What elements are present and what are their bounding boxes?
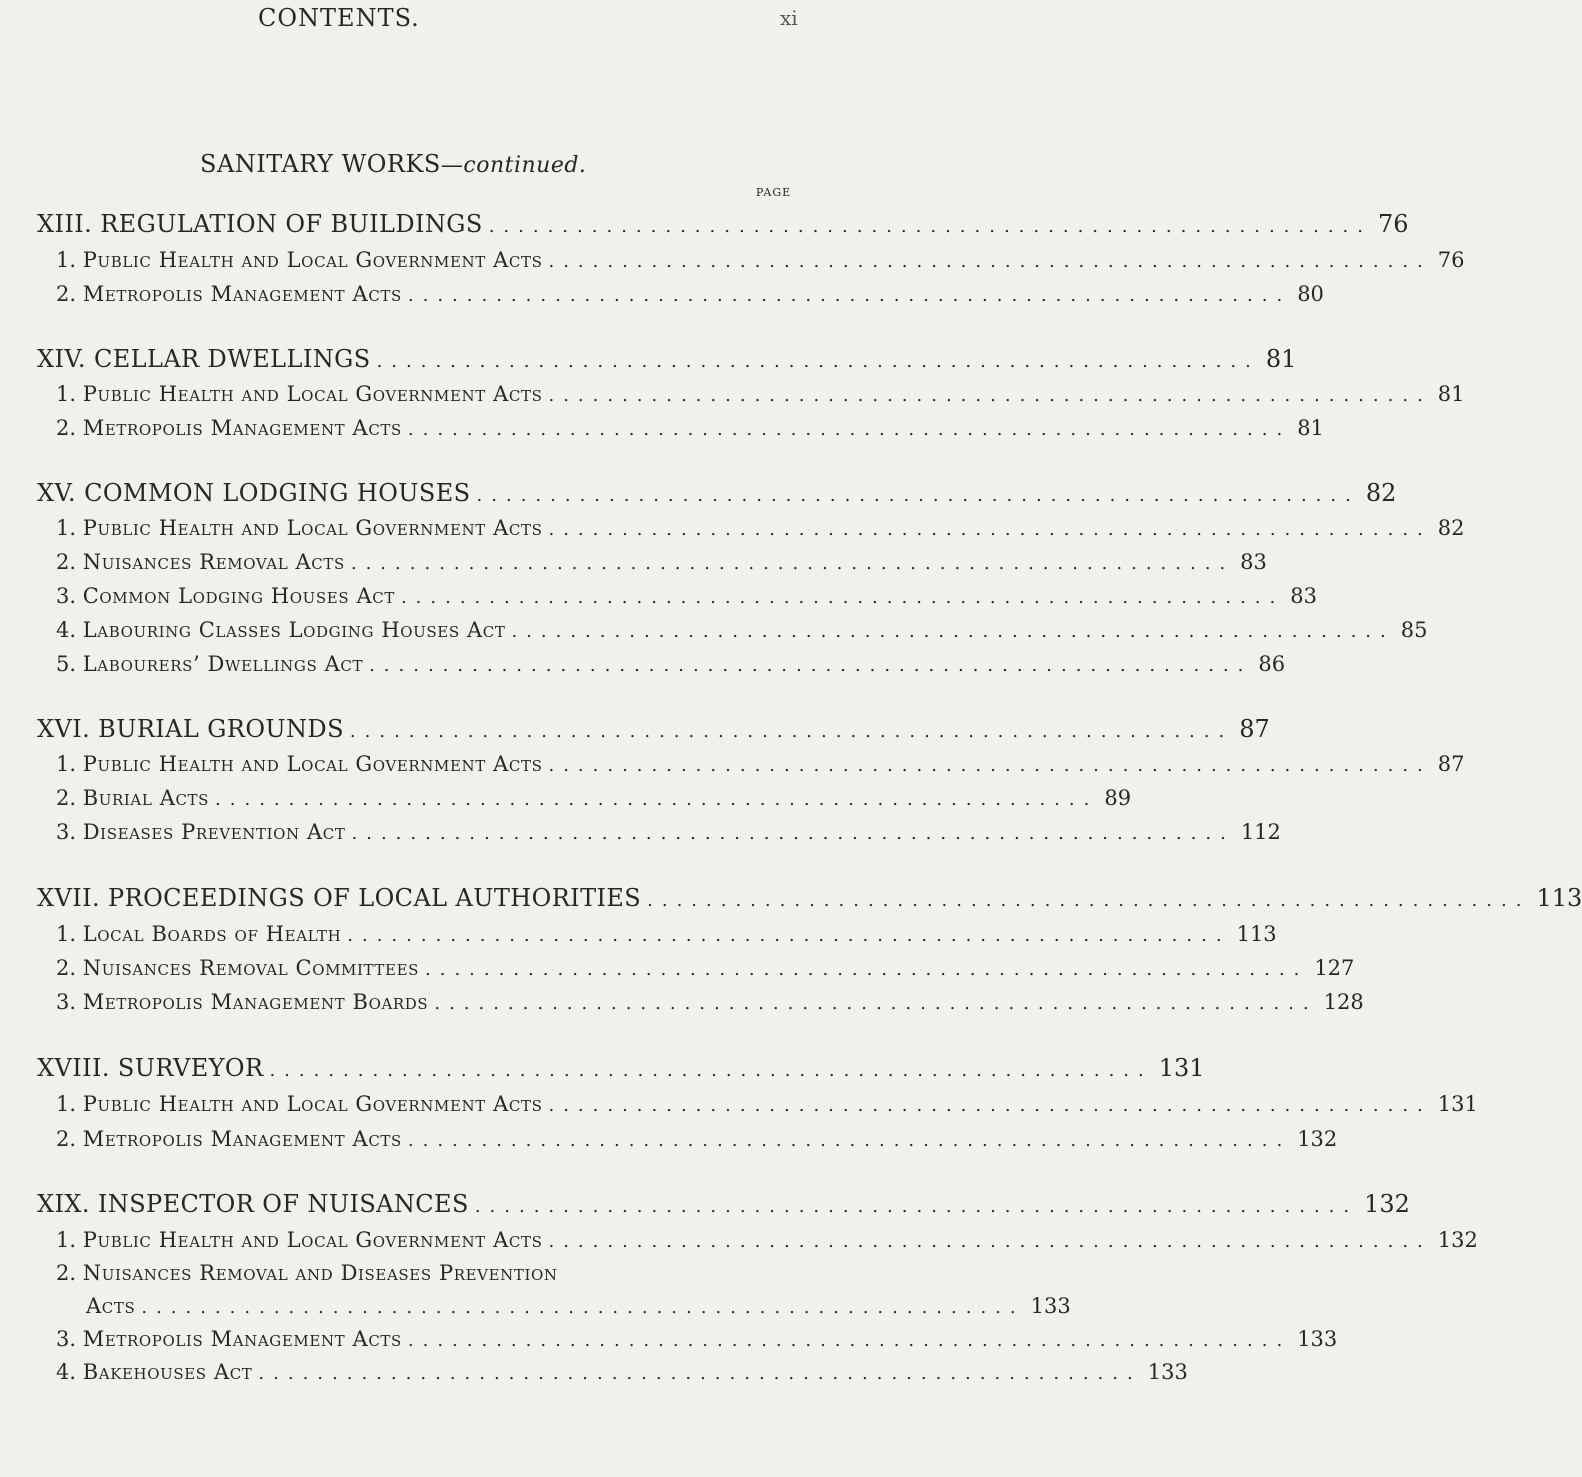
entry-title: Nuisances Removal Acts [82, 550, 345, 574]
entry-page: 81 [1437, 382, 1465, 406]
entry-number: 4. [56, 618, 77, 642]
dot-leader: ............................................................ [141, 1297, 1025, 1318]
chapter-title: CELLAR DWELLINGS [93, 345, 371, 373]
chapter-heading [0, 1190, 1410, 1224]
dot-leader: ............................................................ [548, 519, 1432, 540]
chapter-numeral: XVI. [37, 715, 91, 743]
entry-page: 83 [1240, 550, 1267, 574]
toc-entry [0, 752, 1465, 786]
chapter-page: 76 [1378, 210, 1409, 238]
toc-entry [0, 820, 1281, 854]
dot-leader: ............................................................ [407, 419, 1292, 440]
entry-title: Public Health and Local Government Acts [82, 382, 543, 406]
entry-page: 127 [1314, 956, 1355, 980]
dot-leader: ............................................................ [474, 1196, 1359, 1217]
dot-leader: ............................................................ [400, 587, 1285, 608]
toc-entry [0, 248, 1465, 282]
entry-page: 86 [1258, 652, 1286, 676]
chapter-heading [0, 884, 1582, 918]
entry-title: Labourers’ Dwellings Act [82, 652, 364, 676]
toc-entry [0, 382, 1465, 416]
entry-title: Nuisances Removal and Diseases Prevention [82, 1261, 558, 1285]
toc-entry [0, 584, 1317, 618]
chapter-page: 132 [1364, 1190, 1410, 1218]
dot-leader: ............................................................ [476, 485, 1360, 506]
entry-page: 81 [1297, 416, 1324, 440]
chapter-numeral: XIII. [37, 210, 93, 238]
dot-leader: ............................................................ [347, 925, 1231, 946]
chapter-title: COMMON LODGING HOUSES [84, 479, 471, 507]
dot-leader: ............................................................ [407, 1130, 1292, 1151]
entry-title: Nuisances Removal Committees [82, 956, 419, 980]
dot-leader: ............................................................ [269, 1060, 1153, 1081]
entry-number: 2. [56, 282, 77, 306]
chapter-page: 87 [1239, 715, 1270, 743]
entry-number: 2. [56, 550, 77, 574]
entry-number: 1. [56, 1228, 77, 1252]
entry-number: 3. [56, 584, 77, 608]
entry-page: 133 [1147, 1360, 1188, 1384]
entry-title: Labouring Classes Lodging Houses Act [82, 618, 506, 642]
entry-page: 112 [1240, 820, 1281, 844]
toc-entry [0, 1327, 1338, 1361]
entry-title: Bakehouses Act [82, 1360, 253, 1384]
entry-number: 1. [56, 752, 77, 776]
entry-title: Diseases Prevention Act [82, 820, 346, 844]
dot-leader: ............................................................ [407, 1330, 1292, 1351]
chapter-title: INSPECTOR OF NUISANCES [97, 1190, 469, 1218]
section-title-main: SANITARY WORKS [200, 150, 441, 178]
page-number: xi [780, 6, 798, 30]
entry-title: Public Health and Local Government Acts [82, 1228, 543, 1252]
toc-entry [0, 1092, 1478, 1126]
toc-entry [0, 1261, 801, 1295]
entry-title: Public Health and Local Government Acts [82, 752, 543, 776]
toc-entry [0, 550, 1267, 584]
entry-page: 132 [1297, 1127, 1338, 1151]
entry-title-continuation: Acts [86, 1294, 136, 1318]
chapter-numeral: XVII. [37, 884, 101, 912]
dot-leader: ............................................................ [376, 351, 1260, 372]
dot-leader: ............................................................ [511, 621, 1395, 642]
toc-entry [0, 1127, 1338, 1161]
chapter-page: 81 [1265, 345, 1297, 373]
entry-number: 2. [56, 1261, 77, 1285]
running-title: CONTENTS. [258, 4, 420, 32]
dot-leader: ............................................................ [434, 993, 1318, 1014]
dot-leader: ............................................................ [369, 655, 1253, 676]
entry-title: Burial Acts [82, 786, 210, 810]
entry-number: 1. [56, 922, 77, 946]
chapter-numeral: XIX. [37, 1190, 90, 1218]
entry-title: Metropolis Management Acts [82, 1327, 402, 1351]
dot-leader: ............................................................ [349, 721, 1234, 742]
entry-page: 128 [1323, 990, 1364, 1014]
toc-entry [0, 416, 1324, 450]
toc-entry [0, 786, 1132, 820]
entry-page: 82 [1437, 516, 1465, 540]
chapter-page: 82 [1365, 479, 1397, 507]
dot-leader: ............................................................ [548, 1095, 1432, 1116]
chapter-heading [0, 715, 1270, 749]
chapter-heading [0, 210, 1409, 244]
entry-number: 3. [56, 820, 77, 844]
entry-title: Local Boards of Health [82, 922, 342, 946]
toc-entry [0, 1360, 1188, 1394]
chapter-page: 131 [1158, 1054, 1205, 1082]
dot-leader: ............................................................ [647, 890, 1531, 911]
entry-title: Metropolis Management Boards [82, 990, 429, 1014]
entry-title: Public Health and Local Government Acts [82, 248, 543, 272]
toc-entry [0, 956, 1355, 990]
dot-leader: ............................................................ [407, 285, 1292, 306]
entry-number: 4. [56, 1360, 77, 1384]
chapter-title: PROCEEDINGS OF LOCAL AUTHORITIES [108, 884, 642, 912]
chapter-page: 113 [1536, 884, 1582, 912]
entry-title: Public Health and Local Government Acts [82, 1092, 543, 1116]
entry-page: 133 [1297, 1327, 1338, 1351]
entry-number: 3. [56, 1327, 77, 1351]
chapter-numeral: XVIII. [37, 1054, 110, 1082]
toc-entry [0, 652, 1286, 686]
entry-number: 1. [56, 248, 77, 272]
entry-title: Metropolis Management Acts [82, 1127, 402, 1151]
entry-page: 85 [1400, 618, 1428, 642]
running-header [0, 4, 801, 34]
section-title [200, 150, 586, 178]
dot-leader: ............................................................ [488, 216, 1373, 237]
toc-entry [0, 1228, 1478, 1262]
entry-page: 80 [1297, 282, 1324, 306]
dot-leader: ............................................................ [548, 251, 1432, 272]
entry-number: 5. [56, 652, 77, 676]
toc-entry [0, 922, 1277, 956]
toc-entry [0, 282, 1324, 316]
entry-number: 2. [56, 1127, 77, 1151]
chapter-heading [0, 479, 1397, 513]
entry-title: Common Lodging Houses Act [82, 584, 395, 608]
entry-title: Metropolis Management Acts [82, 416, 402, 440]
chapter-heading [0, 345, 1297, 379]
chapter-title: REGULATION OF BUILDINGS [100, 210, 483, 238]
chapter-heading [0, 1054, 1205, 1088]
entry-page: 113 [1236, 922, 1277, 946]
dot-leader: ............................................................ [548, 1231, 1432, 1252]
entry-number: 3. [56, 990, 77, 1014]
entry-page: 76 [1437, 248, 1465, 272]
entry-page: 89 [1104, 786, 1132, 810]
entry-number: 1. [56, 1092, 77, 1116]
entry-page: 132 [1437, 1228, 1478, 1252]
dot-leader: ............................................................ [350, 553, 1235, 574]
entry-title: Metropolis Management Acts [82, 282, 402, 306]
entry-page: 87 [1437, 752, 1465, 776]
dot-leader: ............................................................ [215, 789, 1099, 810]
chapter-title: SURVEYOR [117, 1054, 264, 1082]
toc-entry [0, 516, 1465, 550]
entry-page: 131 [1437, 1092, 1478, 1116]
entry-number: 1. [56, 382, 77, 406]
dot-leader: ............................................................ [548, 755, 1432, 776]
toc-entry [0, 618, 1428, 652]
chapter-numeral: XIV. [37, 345, 86, 373]
entry-page: 133 [1030, 1294, 1071, 1318]
entry-number: 2. [56, 956, 77, 980]
dot-leader: ............................................................ [258, 1363, 1142, 1384]
toc-entry [0, 990, 1364, 1024]
entry-title: Public Health and Local Government Acts [82, 516, 543, 540]
page-column-label: PAGE [756, 186, 792, 199]
entry-number: 2. [56, 416, 77, 440]
dot-leader: ............................................................ [425, 959, 1309, 980]
chapter-title: BURIAL GROUNDS [98, 715, 344, 743]
dot-leader: ............................................................ [351, 823, 1235, 844]
entry-number: 2. [56, 786, 77, 810]
chapter-numeral: XV. [37, 479, 77, 507]
dot-leader: ............................................................ [548, 385, 1432, 406]
toc-entry-continuation [0, 1294, 1071, 1328]
section-title-suffix: —continued. [440, 153, 587, 178]
entry-page: 83 [1290, 584, 1317, 608]
entry-number: 1. [56, 516, 77, 540]
